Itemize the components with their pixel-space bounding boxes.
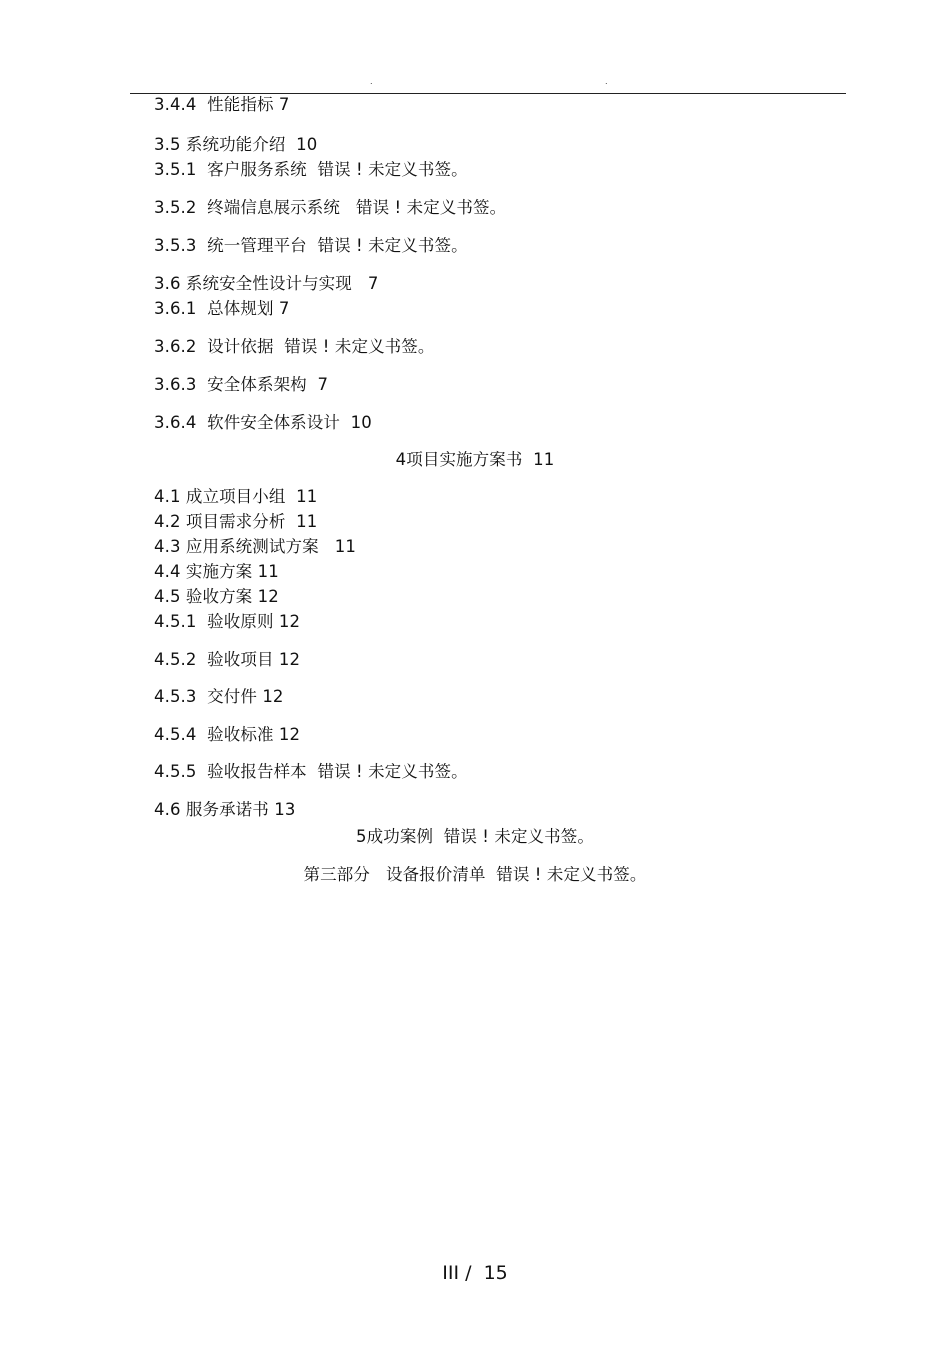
header-rule bbox=[130, 93, 846, 94]
toc-entry-3-6-1[interactable]: 3.6.1 总体规划 7 bbox=[154, 299, 290, 318]
toc-entry-3-6-3[interactable]: 3.6.3 安全体系架构 7 bbox=[154, 375, 329, 394]
header-dot-left: . bbox=[370, 77, 373, 86]
toc-entry-3-6[interactable]: 3.6 系统安全性设计与实现 7 bbox=[154, 274, 379, 293]
toc-entry-4-5-4[interactable]: 4.5.4 验收标准 12 bbox=[154, 725, 301, 744]
toc-entry-4[interactable]: 4项目实施方案书 11 bbox=[395, 450, 555, 469]
toc-entry-4-4[interactable]: 4.4 实施方案 11 bbox=[154, 562, 279, 581]
toc-entry-3-5-2[interactable]: 3.5.2 终端信息展示系统 错误 ! 未定义书签。 bbox=[154, 198, 507, 217]
toc-entry-3-6-2[interactable]: 3.6.2 设计依据 错误 ! 未定义书签。 bbox=[154, 337, 435, 356]
toc-entry-4-3[interactable]: 4.3 应用系统测试方案 11 bbox=[154, 537, 356, 556]
toc-entry-4-5-5[interactable]: 4.5.5 验收报告样本 错误 ! 未定义书签。 bbox=[154, 762, 468, 781]
page-number: III / 15 bbox=[442, 1262, 508, 1284]
toc-entry-4-5[interactable]: 4.5 验收方案 12 bbox=[154, 587, 279, 606]
toc-entry-4-2[interactable]: 4.2 项目需求分析 11 bbox=[154, 512, 318, 531]
toc-entry-4-5-3[interactable]: 4.5.3 交付件 12 bbox=[154, 687, 284, 706]
header-dot-right: . bbox=[605, 77, 608, 86]
toc-entry-3-5[interactable]: 3.5 系统功能介绍 10 bbox=[154, 135, 318, 154]
toc-entry-4-6[interactable]: 4.6 服务承诺书 13 bbox=[154, 800, 296, 819]
toc-entry-3-4-4[interactable]: 3.4.4 性能指标 7 bbox=[154, 95, 290, 114]
toc-entry-4-5-1[interactable]: 4.5.1 验收原则 12 bbox=[154, 612, 301, 631]
toc-entry-3-5-1[interactable]: 3.5.1 客户服务系统 错误 ! 未定义书签。 bbox=[154, 160, 468, 179]
toc-entry-4-1[interactable]: 4.1 成立项目小组 11 bbox=[154, 487, 318, 506]
toc-entry-5[interactable]: 5成功案例 错误 ! 未定义书签。 bbox=[356, 827, 594, 846]
toc-entry-4-5-2[interactable]: 4.5.2 验收项目 12 bbox=[154, 650, 301, 669]
toc-entry-3-5-3[interactable]: 3.5.3 统一管理平台 错误 ! 未定义书签。 bbox=[154, 236, 468, 255]
toc-entry-part-3[interactable]: 第三部分 设备报价清单 错误 ! 未定义书签。 bbox=[303, 865, 647, 884]
toc-entry-3-6-4[interactable]: 3.6.4 软件安全体系设计 10 bbox=[154, 413, 372, 432]
